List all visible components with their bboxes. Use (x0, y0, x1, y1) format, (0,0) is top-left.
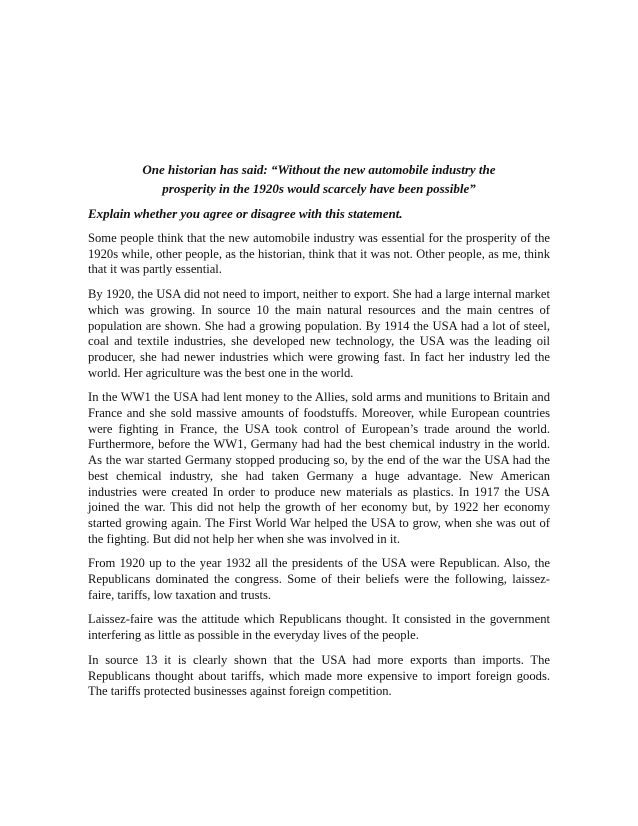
paragraph-1920-economy: By 1920, the USA did not need to import, neither to export. She had a large internal market which was growing. In source 10 the main natural resources and the main centres of population are shown. She had a growing population. By 1914 the USA had a lot of steel, coal and textile industries, she developed new technology, the USA was the leading oil producer, she had newer industries which were growing fast. In fact her industry led the world. Her agriculture was the best one in the world. (88, 287, 550, 380)
essay-title (88, 160, 550, 198)
paragraph-republicans: From 1920 up to the year 1932 all the presidents of the USA were Republican. Also, the Republicans dominated the congress. Some of their beliefs were the following, laissez-faire, tariffs, low taxation and trusts. (88, 556, 550, 602)
paragraph-ww1: In the WW1 the USA had lent money to the Allies, sold arms and munitions to Britain and France and she sold massive amounts of foodstuffs. Moreover, while European countries were fighting in France, the USA took control of European’s trade around the world. Furthermore, before the WW1, Germany had had the best chemical industry in the world. As the war started Germany stopped producing so, by the end of the war the USA had the best chemical industry, she had taken Germany a huge advantage. New American industries were created In order to produce new materials as plastics. In 1917 the USA joined the war. This did not help the growth of her economy but, by 1922 her economy started growing again. The First World War helped the USA to grow, when she was out of the fighting. But did not help her when she was involved in it. (88, 390, 550, 546)
paragraph-laissez-faire: Laissez-faire was the attitude which Republicans thought. It consisted in the government interfering as little as possible in the everyday lives of the people. (88, 612, 550, 643)
essay-title-line-2: prosperity in the 1920s would scarcely have been possible” (162, 181, 476, 196)
paragraph-tariffs: In source 13 it is clearly shown that the USA had more exports than imports. The Republicans thought about tariffs, which made more expensive to import foreign goods. The tariffs protected businesses against foreign competition. (88, 652, 550, 699)
paragraph-intro: Some people think that the new automobile industry was essential for the prosperity of the 1920s while, other people, as the historian, think that it was not. Other people, as me, think that it was partly essential. (88, 231, 550, 277)
essay-question: Explain whether you agree or disagree with this statement. (88, 206, 403, 221)
document-page (88, 160, 550, 709)
essay-title-line-1: One historian has said: “Without the new automobile industry the (142, 162, 496, 177)
